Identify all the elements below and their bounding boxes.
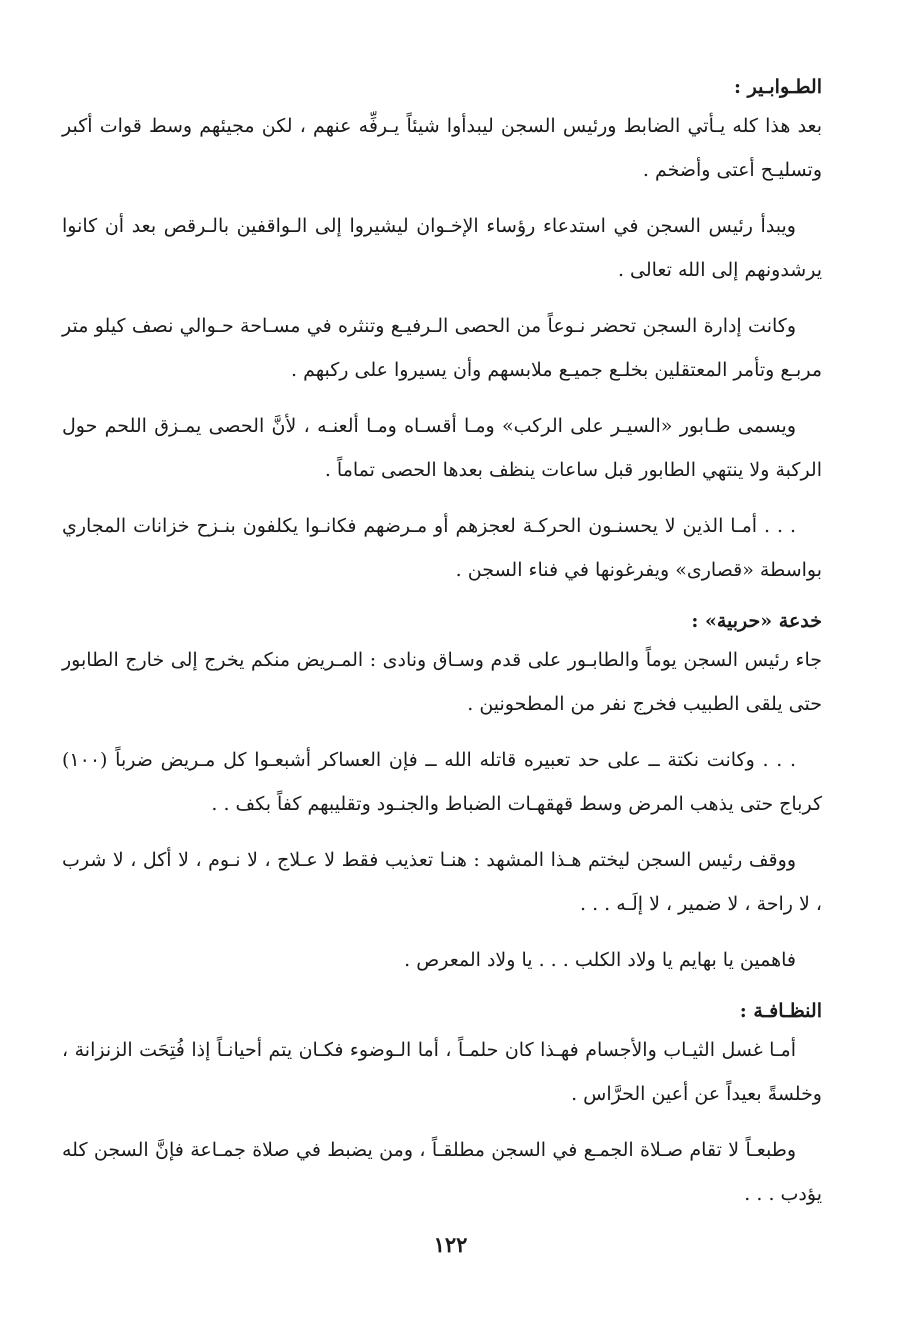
paragraph: . . . وكانت نكتة ــ على حد تعبيره قاتله الله ــ فإن العساكر أشبعـوا كل مـريض ضرباً (١٠٠) كرباج حتى يذهب المرض وسط قهقهـات الضباط والجنـود وتقليبهم كفاً بكف . . bbox=[62, 749, 822, 815]
paragraph: ووقف رئيس السجن ليختم هـذا المشهد : هنـا تعذيب فقط لا عـلاج ، لا نـوم ، لا أكل ، لا شرب ، لا راحة ، لا ضمير ، لا إلَـه . . . bbox=[62, 849, 822, 915]
book-page bbox=[62, 70, 822, 1250]
section-heading-lines: الطـوابـير : bbox=[733, 76, 822, 98]
paragraph: أمـا غسل الثيـاب والأجسام فهـذا كان حلمـاً ، أما الـوضوء فكـان يتم أحيانـاً إذا فُتِحَت الزنزانة ، وخلسةً بعيداً عن أعين الحرَّاس . bbox=[62, 1039, 822, 1105]
paragraph: ويسمى طـابور «السيـر على الركب» ومـا أقسـاه ومـا ألعنـه ، لأنَّ الحصى يمـزق اللحم حول الركبة ولا ينتهي الطابور قبل ساعات ينظف بعدها الحصى تماماً . bbox=[62, 415, 822, 481]
section-heading-cleanliness: النظـافـة : bbox=[739, 1000, 822, 1022]
paragraph: ويبدأ رئيس السجن في استدعاء رؤساء الإخـوان ليشيروا إلى الـواقفين بالـرقص بعد أن كانوا يرشدونهم إلى الله تعالى . bbox=[62, 215, 822, 281]
page-number: ١٢٢ bbox=[433, 1232, 468, 1257]
paragraph: فاهمين يا بهايم يا ولاد الكلب . . . يا ولاد المعرص . bbox=[404, 949, 796, 971]
paragraph: وطبعـاً لا تقام صـلاة الجمـع في السجن مطلقـاً ، ومن يضبط في صلاة جمـاعة فإنَّ السجن كله يؤدب . . . bbox=[62, 1139, 822, 1205]
paragraph: . . . أمـا الذين لا يحسنـون الحركـة لعجزهم أو مـرضهم فكانـوا يكلفون بنـزح خزانات المجاري بواسطة «قصارى» ويفرغونها في فناء السجن . bbox=[62, 515, 822, 581]
section-heading-trick: خدعة «حربية» : bbox=[691, 610, 822, 632]
paragraph: جاء رئيس السجن يوماً والطابـور على قدم وسـاق ونادى : المـريض منكم يخرج إلى خارج الطابور حتى يلقى الطبيب فخرج نفر من المطحونين . bbox=[62, 649, 822, 715]
paragraph: وكانت إدارة السجن تحضر نـوعاً من الحصى الـرفيـع وتنثره في مسـاحة حـوالي نصف كيلو متر مربـع وتأمر المعتقلين بخلـع جميـع ملابسهم وأن يسيروا على ركبهم . bbox=[62, 315, 822, 381]
paragraph: بعد هذا كله يـأتي الضابط ورئيس السجن ليبدأوا شيئاً يـرفِّه عنهم ، لكن مجيئهم وسط قوات أكبر وتسليـح أعتى وأضخم . bbox=[62, 115, 822, 181]
